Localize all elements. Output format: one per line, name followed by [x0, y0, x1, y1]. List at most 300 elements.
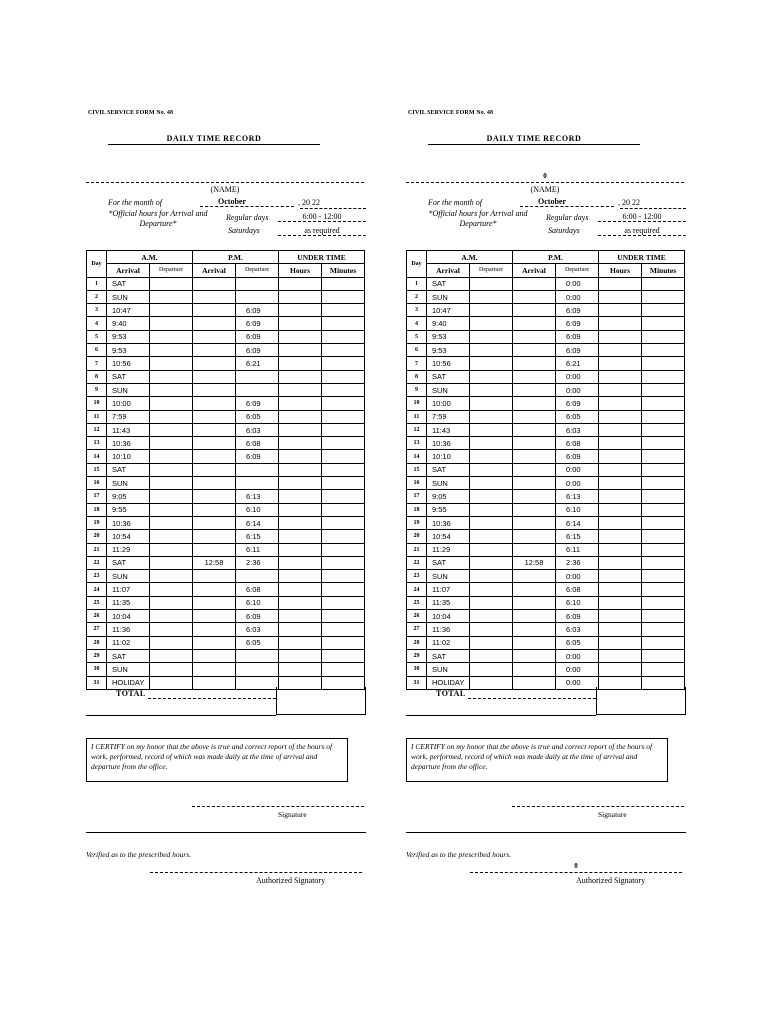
undertime-minutes-cell: [642, 357, 685, 370]
undertime-minutes-cell: [322, 304, 365, 317]
pm-departure-cell: 6:15: [236, 530, 279, 543]
header-pm-departure: Departure: [556, 264, 599, 277]
am-departure-cell: [470, 583, 513, 596]
am-departure-cell: [150, 477, 193, 490]
name-value: [86, 172, 364, 181]
pm-arrival-cell: [513, 623, 556, 636]
day-cell: 10: [87, 397, 107, 410]
am-arrival-cell: SUN: [107, 290, 150, 303]
header-minutes: Minutes: [322, 264, 365, 277]
am-arrival-cell: 9:05: [427, 490, 470, 503]
undertime-minutes-cell: [322, 463, 365, 476]
day-cell: 23: [407, 570, 427, 583]
pm-arrival-cell: [513, 437, 556, 450]
am-arrival-cell: SUN: [427, 570, 470, 583]
table-row: [87, 623, 365, 636]
saturdays-value: as required: [278, 226, 366, 236]
day-cell: 3: [87, 304, 107, 317]
table-row: [407, 397, 685, 410]
am-arrival-cell: HOLIDAY: [427, 676, 470, 689]
table-row: [407, 516, 685, 529]
undertime-hours-cell: [279, 437, 322, 450]
table-row: [87, 344, 365, 357]
pm-departure-cell: 6:09: [556, 610, 599, 623]
pm-arrival-cell: [513, 370, 556, 383]
undertime-minutes-cell: [322, 610, 365, 623]
table-row: [407, 304, 685, 317]
am-departure-cell: [470, 330, 513, 343]
undertime-minutes-cell: [642, 490, 685, 503]
undertime-hours-cell: [279, 357, 322, 370]
pm-departure-cell: 6:09: [556, 304, 599, 317]
pm-departure-cell: 0:00: [556, 383, 599, 396]
total-undertime-box: [276, 687, 366, 715]
undertime-minutes-cell: [322, 490, 365, 503]
am-departure-cell: [470, 370, 513, 383]
pm-arrival-cell: [513, 477, 556, 490]
day-cell: 20: [87, 530, 107, 543]
header-pm-arrival: Arrival: [513, 264, 556, 277]
pm-departure-cell: 6:10: [236, 503, 279, 516]
table-row: [87, 304, 365, 317]
table-row: [407, 370, 685, 383]
day-cell: 29: [87, 649, 107, 662]
am-arrival-cell: 9:40: [107, 317, 150, 330]
undertime-hours-cell: [599, 317, 642, 330]
am-arrival-cell: 10:00: [427, 397, 470, 410]
day-cell: 9: [87, 383, 107, 396]
day-cell: 3: [407, 304, 427, 317]
pm-arrival-cell: [513, 410, 556, 423]
undertime-hours-cell: [599, 463, 642, 476]
day-cell: 7: [407, 357, 427, 370]
am-arrival-cell: 11:36: [107, 623, 150, 636]
year-line: [300, 208, 366, 209]
undertime-hours-cell: [279, 423, 322, 436]
undertime-minutes-cell: [322, 503, 365, 516]
day-cell: 28: [87, 636, 107, 649]
undertime-minutes-cell: [322, 437, 365, 450]
year-line: [620, 208, 686, 209]
undertime-hours-cell: [599, 477, 642, 490]
month-value: October: [520, 197, 614, 207]
total-row: [86, 687, 366, 715]
pm-arrival-cell: [513, 277, 556, 290]
table-row: [407, 317, 685, 330]
pm-arrival-cell: [193, 570, 236, 583]
header-pm: P.M.: [193, 251, 279, 264]
pm-arrival-cell: 12:58: [193, 556, 236, 569]
undertime-minutes-cell: [642, 583, 685, 596]
day-cell: 20: [407, 530, 427, 543]
header-undertime: UNDER TIME: [279, 251, 365, 264]
am-arrival-cell: 10:36: [107, 437, 150, 450]
day-cell: 22: [407, 556, 427, 569]
pm-departure-cell: 6:08: [236, 583, 279, 596]
undertime-hours-cell: [279, 317, 322, 330]
table-row: [87, 437, 365, 450]
header-minutes: Minutes: [642, 264, 685, 277]
pm-arrival-cell: [193, 370, 236, 383]
name-line: [406, 182, 684, 183]
verified-text: Verified as to the prescribed hours.: [406, 850, 512, 859]
time-record-table: [406, 250, 685, 690]
undertime-hours-cell: [599, 596, 642, 609]
undertime-hours-cell: [279, 596, 322, 609]
pm-departure-cell: 6:21: [236, 357, 279, 370]
am-departure-cell: [470, 357, 513, 370]
undertime-hours-cell: [279, 397, 322, 410]
undertime-minutes-cell: [322, 317, 365, 330]
signature-label: Signature: [598, 810, 627, 819]
am-departure-cell: [470, 570, 513, 583]
header-undertime: UNDER TIME: [599, 251, 685, 264]
regular-days-label: Regular days: [546, 213, 589, 222]
day-cell: 24: [407, 583, 427, 596]
pm-departure-cell: [236, 663, 279, 676]
undertime-minutes-cell: [322, 450, 365, 463]
pm-departure-cell: 6:09: [236, 344, 279, 357]
pm-arrival-cell: [513, 330, 556, 343]
pm-departure-cell: 6:09: [556, 330, 599, 343]
am-departure-cell: [150, 663, 193, 676]
pm-departure-cell: 0:00: [556, 477, 599, 490]
form-title: DAILY TIME RECORD: [108, 134, 320, 145]
total-undertime-box: [596, 687, 686, 715]
am-departure-cell: [470, 463, 513, 476]
undertime-minutes-cell: [322, 530, 365, 543]
authorized-value: [150, 862, 362, 871]
regular-days-label: Regular days: [226, 213, 269, 222]
pm-arrival-cell: [513, 357, 556, 370]
undertime-hours-cell: [279, 304, 322, 317]
table-row: [407, 596, 685, 609]
official-hours-label: *Official hours for Arrival and Departure*: [428, 209, 528, 228]
table-row: [87, 570, 365, 583]
pm-arrival-cell: [513, 344, 556, 357]
pm-departure-cell: 6:11: [556, 543, 599, 556]
am-departure-cell: [150, 596, 193, 609]
am-arrival-cell: HOLIDAY: [107, 676, 150, 689]
undertime-hours-cell: [599, 370, 642, 383]
table-row: [407, 649, 685, 662]
table-row: [87, 636, 365, 649]
undertime-hours-cell: [599, 290, 642, 303]
form-number: CIVIL SERVICE FORM No. 48: [88, 110, 174, 116]
pm-departure-cell: 6:09: [236, 610, 279, 623]
undertime-hours-cell: [599, 610, 642, 623]
regular-days-value: 6:00 - 12:00: [278, 212, 366, 222]
am-arrival-cell: 10:47: [107, 304, 150, 317]
undertime-hours-cell: [599, 636, 642, 649]
am-departure-cell: [150, 556, 193, 569]
am-departure-cell: [150, 490, 193, 503]
day-cell: 11: [407, 410, 427, 423]
am-arrival-cell: 11:02: [427, 636, 470, 649]
am-departure-cell: [470, 530, 513, 543]
am-arrival-cell: 10:36: [107, 516, 150, 529]
undertime-minutes-cell: [642, 304, 685, 317]
am-arrival-cell: 11:29: [427, 543, 470, 556]
pm-arrival-cell: [513, 490, 556, 503]
total-row: [406, 687, 686, 715]
undertime-minutes-cell: [322, 397, 365, 410]
certification-box: I CERTIFY on my honor that the above is true and correct report of the hours of work, performed, record of which was made daily at the time of arrival and departure from the office.: [406, 738, 668, 782]
undertime-minutes-cell: [642, 410, 685, 423]
undertime-hours-cell: [279, 556, 322, 569]
am-arrival-cell: 10:36: [427, 516, 470, 529]
authorized-line: [150, 872, 362, 873]
header-pm-departure: Departure: [236, 264, 279, 277]
am-arrival-cell: SAT: [107, 649, 150, 662]
undertime-minutes-cell: [322, 570, 365, 583]
am-departure-cell: [150, 610, 193, 623]
undertime-hours-cell: [599, 530, 642, 543]
pm-arrival-cell: [513, 583, 556, 596]
pm-departure-cell: [236, 477, 279, 490]
am-departure-cell: [150, 570, 193, 583]
am-arrival-cell: SAT: [107, 556, 150, 569]
day-cell: 12: [87, 423, 107, 436]
undertime-minutes-cell: [642, 450, 685, 463]
day-cell: 10: [407, 397, 427, 410]
am-departure-cell: [470, 516, 513, 529]
day-cell: 5: [87, 330, 107, 343]
am-departure-cell: [470, 623, 513, 636]
time-record-table: [86, 250, 365, 690]
undertime-minutes-cell: [642, 317, 685, 330]
day-cell: 19: [87, 516, 107, 529]
pm-departure-cell: [236, 649, 279, 662]
header-day: Day: [87, 251, 107, 278]
undertime-hours-cell: [279, 490, 322, 503]
table-row: [407, 583, 685, 596]
year-value: , 20 22: [298, 198, 320, 207]
am-departure-cell: [150, 583, 193, 596]
month-label: For the month of: [108, 198, 162, 207]
am-departure-cell: [470, 383, 513, 396]
pm-arrival-cell: [193, 383, 236, 396]
am-arrival-cell: 10:10: [427, 450, 470, 463]
undertime-hours-cell: [279, 330, 322, 343]
table-row: [87, 516, 365, 529]
pm-departure-cell: 6:08: [556, 583, 599, 596]
pm-departure-cell: 2:36: [556, 556, 599, 569]
day-cell: 21: [87, 543, 107, 556]
header-am-departure: Departure: [150, 264, 193, 277]
undertime-minutes-cell: [642, 516, 685, 529]
am-departure-cell: [150, 277, 193, 290]
am-arrival-cell: 7:59: [427, 410, 470, 423]
header-am-departure: Departure: [470, 264, 513, 277]
day-cell: 26: [87, 610, 107, 623]
pm-departure-cell: [236, 463, 279, 476]
pm-departure-cell: 6:09: [556, 397, 599, 410]
pm-departure-cell: 6:09: [556, 344, 599, 357]
pm-departure-cell: 6:05: [236, 410, 279, 423]
pm-arrival-cell: [513, 304, 556, 317]
day-cell: 22: [87, 556, 107, 569]
undertime-hours-cell: [599, 556, 642, 569]
pm-arrival-cell: [193, 397, 236, 410]
undertime-hours-cell: [599, 450, 642, 463]
am-arrival-cell: 10:00: [107, 397, 150, 410]
signature-line: [512, 806, 684, 807]
table-row: [87, 583, 365, 596]
form-title: DAILY TIME RECORD: [428, 134, 640, 145]
pm-arrival-cell: [193, 450, 236, 463]
undertime-minutes-cell: [642, 423, 685, 436]
pm-arrival-cell: [193, 596, 236, 609]
table-row: [87, 663, 365, 676]
undertime-hours-cell: [599, 543, 642, 556]
pm-departure-cell: [236, 370, 279, 383]
pm-departure-cell: 0:00: [556, 463, 599, 476]
pm-arrival-cell: [513, 516, 556, 529]
table-row: [407, 503, 685, 516]
table-row: [407, 610, 685, 623]
undertime-hours-cell: [279, 649, 322, 662]
am-arrival-cell: SUN: [427, 477, 470, 490]
table-row: [87, 397, 365, 410]
pm-departure-cell: 6:09: [236, 317, 279, 330]
am-arrival-cell: 11:35: [427, 596, 470, 609]
pm-arrival-cell: [193, 477, 236, 490]
undertime-minutes-cell: [322, 516, 365, 529]
day-cell: 13: [87, 437, 107, 450]
am-arrival-cell: 10:54: [107, 530, 150, 543]
am-departure-cell: [150, 636, 193, 649]
undertime-minutes-cell: [642, 463, 685, 476]
undertime-minutes-cell: [642, 596, 685, 609]
day-cell: 17: [87, 490, 107, 503]
am-arrival-cell: 11:29: [107, 543, 150, 556]
am-arrival-cell: SUN: [427, 290, 470, 303]
table-row: [87, 383, 365, 396]
table-row: [87, 610, 365, 623]
header-pm-arrival: Arrival: [193, 264, 236, 277]
day-cell: 26: [407, 610, 427, 623]
regular-days-value: 6:00 - 12:00: [598, 212, 686, 222]
am-departure-cell: [150, 516, 193, 529]
undertime-minutes-cell: [642, 570, 685, 583]
pm-departure-cell: 2:36: [236, 556, 279, 569]
table-row: [407, 490, 685, 503]
pm-arrival-cell: [513, 383, 556, 396]
undertime-minutes-cell: [322, 330, 365, 343]
am-departure-cell: [470, 410, 513, 423]
day-cell: 15: [87, 463, 107, 476]
am-departure-cell: [470, 437, 513, 450]
table-row: [87, 463, 365, 476]
header-am-arrival: Arrival: [427, 264, 470, 277]
am-arrival-cell: SUN: [427, 663, 470, 676]
pm-departure-cell: 6:09: [556, 450, 599, 463]
day-cell: 24: [87, 583, 107, 596]
header-am: A.M.: [427, 251, 513, 264]
pm-arrival-cell: [193, 530, 236, 543]
am-arrival-cell: 9:53: [427, 344, 470, 357]
undertime-hours-cell: [599, 397, 642, 410]
am-arrival-cell: SUN: [107, 663, 150, 676]
am-arrival-cell: SUN: [107, 570, 150, 583]
pm-arrival-cell: 12:58: [513, 556, 556, 569]
day-cell: 13: [407, 437, 427, 450]
day-cell: 2: [407, 290, 427, 303]
am-arrival-cell: 11:43: [107, 423, 150, 436]
table-row: [407, 543, 685, 556]
am-departure-cell: [150, 450, 193, 463]
undertime-hours-cell: [279, 410, 322, 423]
am-arrival-cell: 11:36: [427, 623, 470, 636]
am-arrival-cell: 10:54: [427, 530, 470, 543]
am-arrival-cell: 9:53: [427, 330, 470, 343]
pm-departure-cell: 6:11: [236, 543, 279, 556]
pm-departure-cell: 6:05: [556, 410, 599, 423]
table-row: [87, 423, 365, 436]
undertime-hours-cell: [279, 623, 322, 636]
month-label: For the month of: [428, 198, 482, 207]
divider: [406, 832, 686, 833]
day-cell: 12: [407, 423, 427, 436]
am-arrival-cell: SAT: [427, 370, 470, 383]
authorized-value: 0: [574, 862, 578, 870]
day-cell: 14: [407, 450, 427, 463]
undertime-minutes-cell: [322, 370, 365, 383]
pm-arrival-cell: [513, 463, 556, 476]
day-cell: 30: [87, 663, 107, 676]
pm-departure-cell: [236, 383, 279, 396]
table-row: [87, 410, 365, 423]
pm-arrival-cell: [193, 463, 236, 476]
pm-departure-cell: 6:03: [236, 423, 279, 436]
day-cell: 31: [407, 676, 427, 689]
day-cell: 6: [407, 344, 427, 357]
dtr-form-right: [406, 0, 686, 1024]
pm-arrival-cell: [513, 663, 556, 676]
undertime-hours-cell: [599, 649, 642, 662]
total-label: TOTAL: [436, 689, 466, 698]
pm-arrival-cell: [513, 397, 556, 410]
am-arrival-cell: SAT: [427, 556, 470, 569]
day-cell: 30: [407, 663, 427, 676]
table-row: [87, 556, 365, 569]
undertime-minutes-cell: [322, 543, 365, 556]
table-row: [87, 317, 365, 330]
am-arrival-cell: SAT: [427, 277, 470, 290]
am-arrival-cell: SAT: [427, 463, 470, 476]
pm-departure-cell: 6:09: [236, 450, 279, 463]
total-line: [468, 698, 596, 699]
undertime-hours-cell: [279, 463, 322, 476]
undertime-hours-cell: [599, 570, 642, 583]
day-cell: 8: [407, 370, 427, 383]
pm-arrival-cell: [193, 423, 236, 436]
pm-departure-cell: 0:00: [556, 370, 599, 383]
undertime-minutes-cell: [642, 383, 685, 396]
undertime-hours-cell: [599, 277, 642, 290]
pm-departure-cell: 6:14: [556, 516, 599, 529]
pm-arrival-cell: [513, 596, 556, 609]
table-row: [87, 530, 365, 543]
day-cell: 15: [407, 463, 427, 476]
am-arrival-cell: 11:43: [427, 423, 470, 436]
am-departure-cell: [150, 304, 193, 317]
pm-departure-cell: 6:13: [556, 490, 599, 503]
pm-arrival-cell: [513, 317, 556, 330]
official-hours-label: *Official hours for Arrival and Departure*: [108, 209, 208, 228]
undertime-hours-cell: [599, 583, 642, 596]
